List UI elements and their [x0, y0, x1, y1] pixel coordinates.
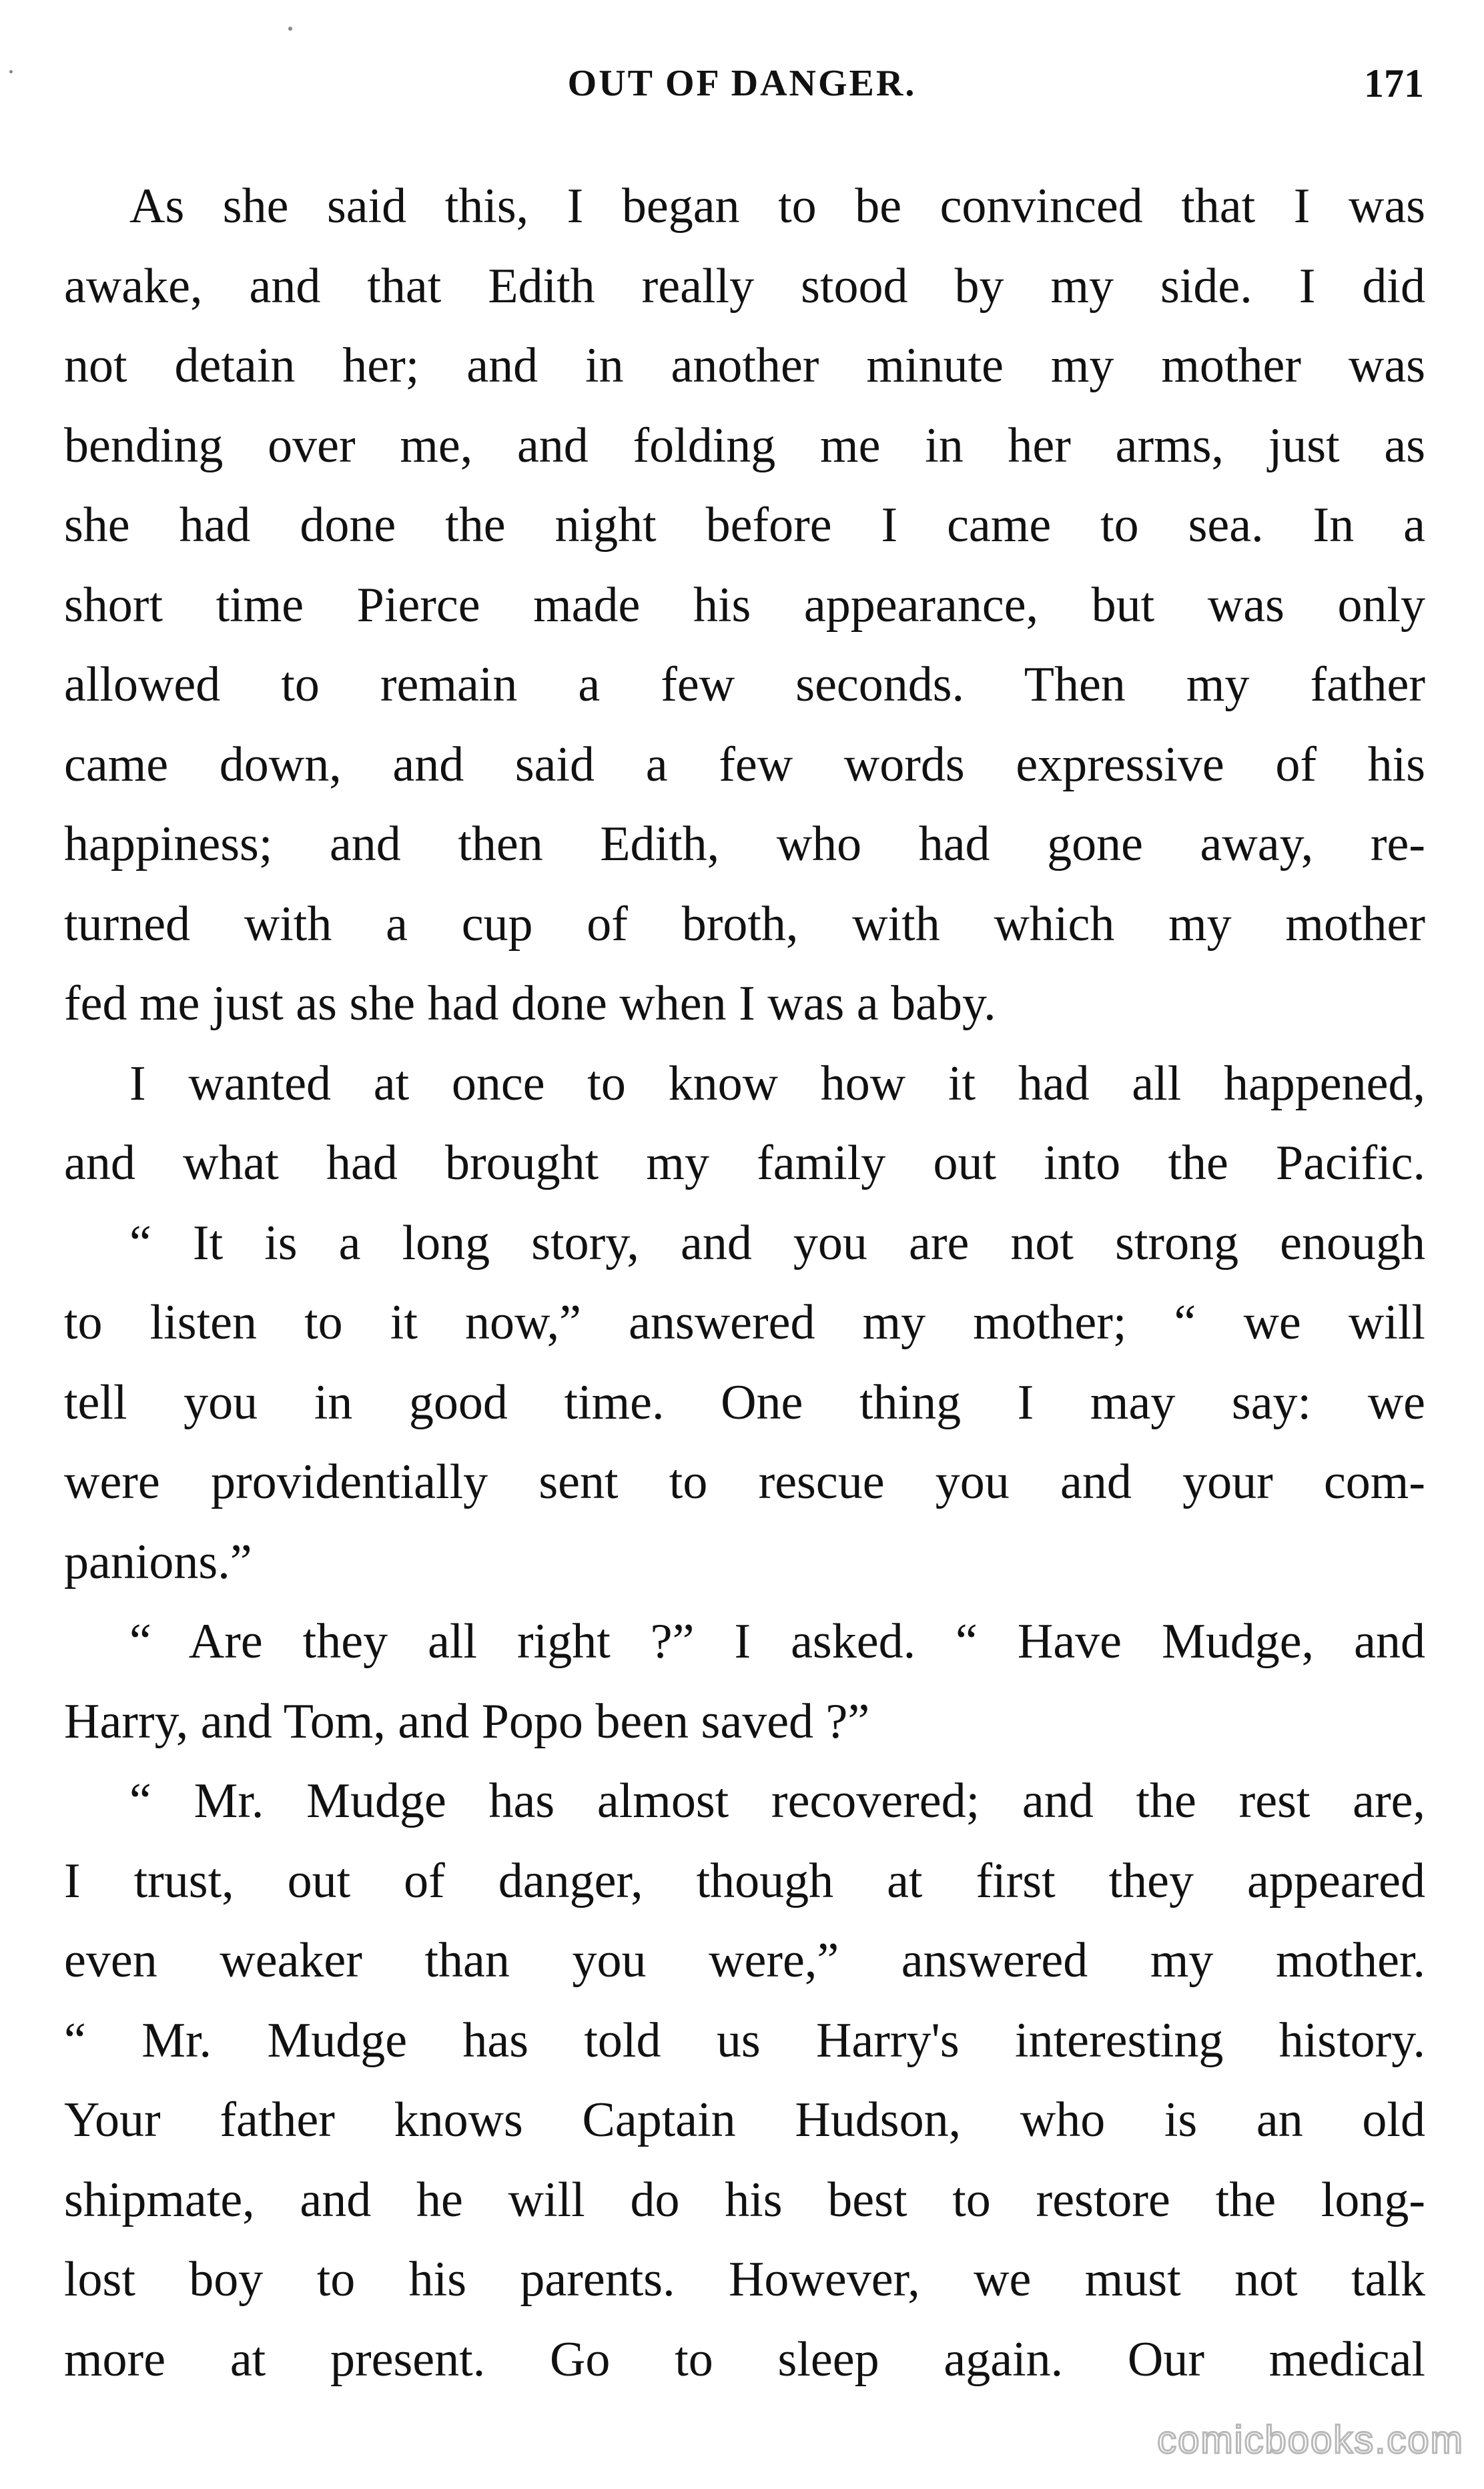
text-line: “ Mr. Mudge has almost recovered; and the rest are,: [129, 1774, 1425, 1828]
text-line: Your father knows Captain Hudson, who is an old: [64, 2093, 1425, 2147]
page-number: 171: [1364, 61, 1424, 105]
text-line: bending over me, and folding me in her arms, just as: [64, 418, 1425, 473]
text-line: not detain her; and in another minute my mother was: [64, 338, 1425, 393]
print-speck: [288, 27, 292, 31]
text-line: short time Pierce made his appearance, but was only: [64, 577, 1425, 633]
text-line: Harry, and Tom, and Popo been saved ?”: [64, 1694, 870, 1749]
text-line: she had done the night before I came to sea. In a: [64, 498, 1425, 553]
text-line: fed me just as she had done when I was a baby.: [64, 976, 996, 1031]
text-line: tell you in good time. One thing I may say: we: [64, 1375, 1425, 1430]
text-line: happiness; and then Edith, who had gone away, re-: [64, 817, 1425, 871]
text-line: turned with a cup of broth, with which my mother: [64, 896, 1425, 952]
text-line: “ Are they all right ?” I asked. “ Have Mudge, and: [129, 1614, 1425, 1669]
text-line: As she said this, I began to be convinced that I was: [129, 179, 1425, 234]
text-line: “ Mr. Mudge has told us Harry's interesting history.: [64, 2013, 1425, 2068]
text-line: shipmate, and he will do his best to restore the long-: [64, 2172, 1425, 2227]
text-line: came down, and said a few words expressive of his: [64, 737, 1425, 792]
text-line: and what had brought my family out into the Pacific.: [64, 1136, 1425, 1190]
text-line: panions.”: [64, 1534, 252, 1589]
running-head: [0, 57, 1484, 110]
text-line: more at present. Go to sleep again. Our medical: [64, 2332, 1425, 2387]
text-line: lost boy to his parents. However, we must not talk: [64, 2252, 1425, 2307]
body-text: [64, 167, 1425, 2400]
running-title: OUT OF DANGER.: [567, 63, 917, 104]
watermark: comicbooks.com: [1157, 2418, 1464, 2462]
text-line: “ It is a long story, and you are not strong enough: [129, 1215, 1425, 1271]
text-line: even weaker than you were,” answered my mother.: [64, 1933, 1425, 1988]
text-line: allowed to remain a few seconds. Then my father: [64, 657, 1425, 712]
text-line: I wanted at once to know how it had all happened,: [129, 1056, 1425, 1111]
text-line: I trust, out of danger, though at first they appeared: [64, 1853, 1425, 1908]
text-line: to listen to it now,” answered my mother; “ we will: [64, 1295, 1425, 1350]
text-line: awake, and that Edith really stood by my side. I did: [64, 258, 1425, 314]
text-line: were providentially sent to rescue you and your com-: [64, 1455, 1425, 1509]
